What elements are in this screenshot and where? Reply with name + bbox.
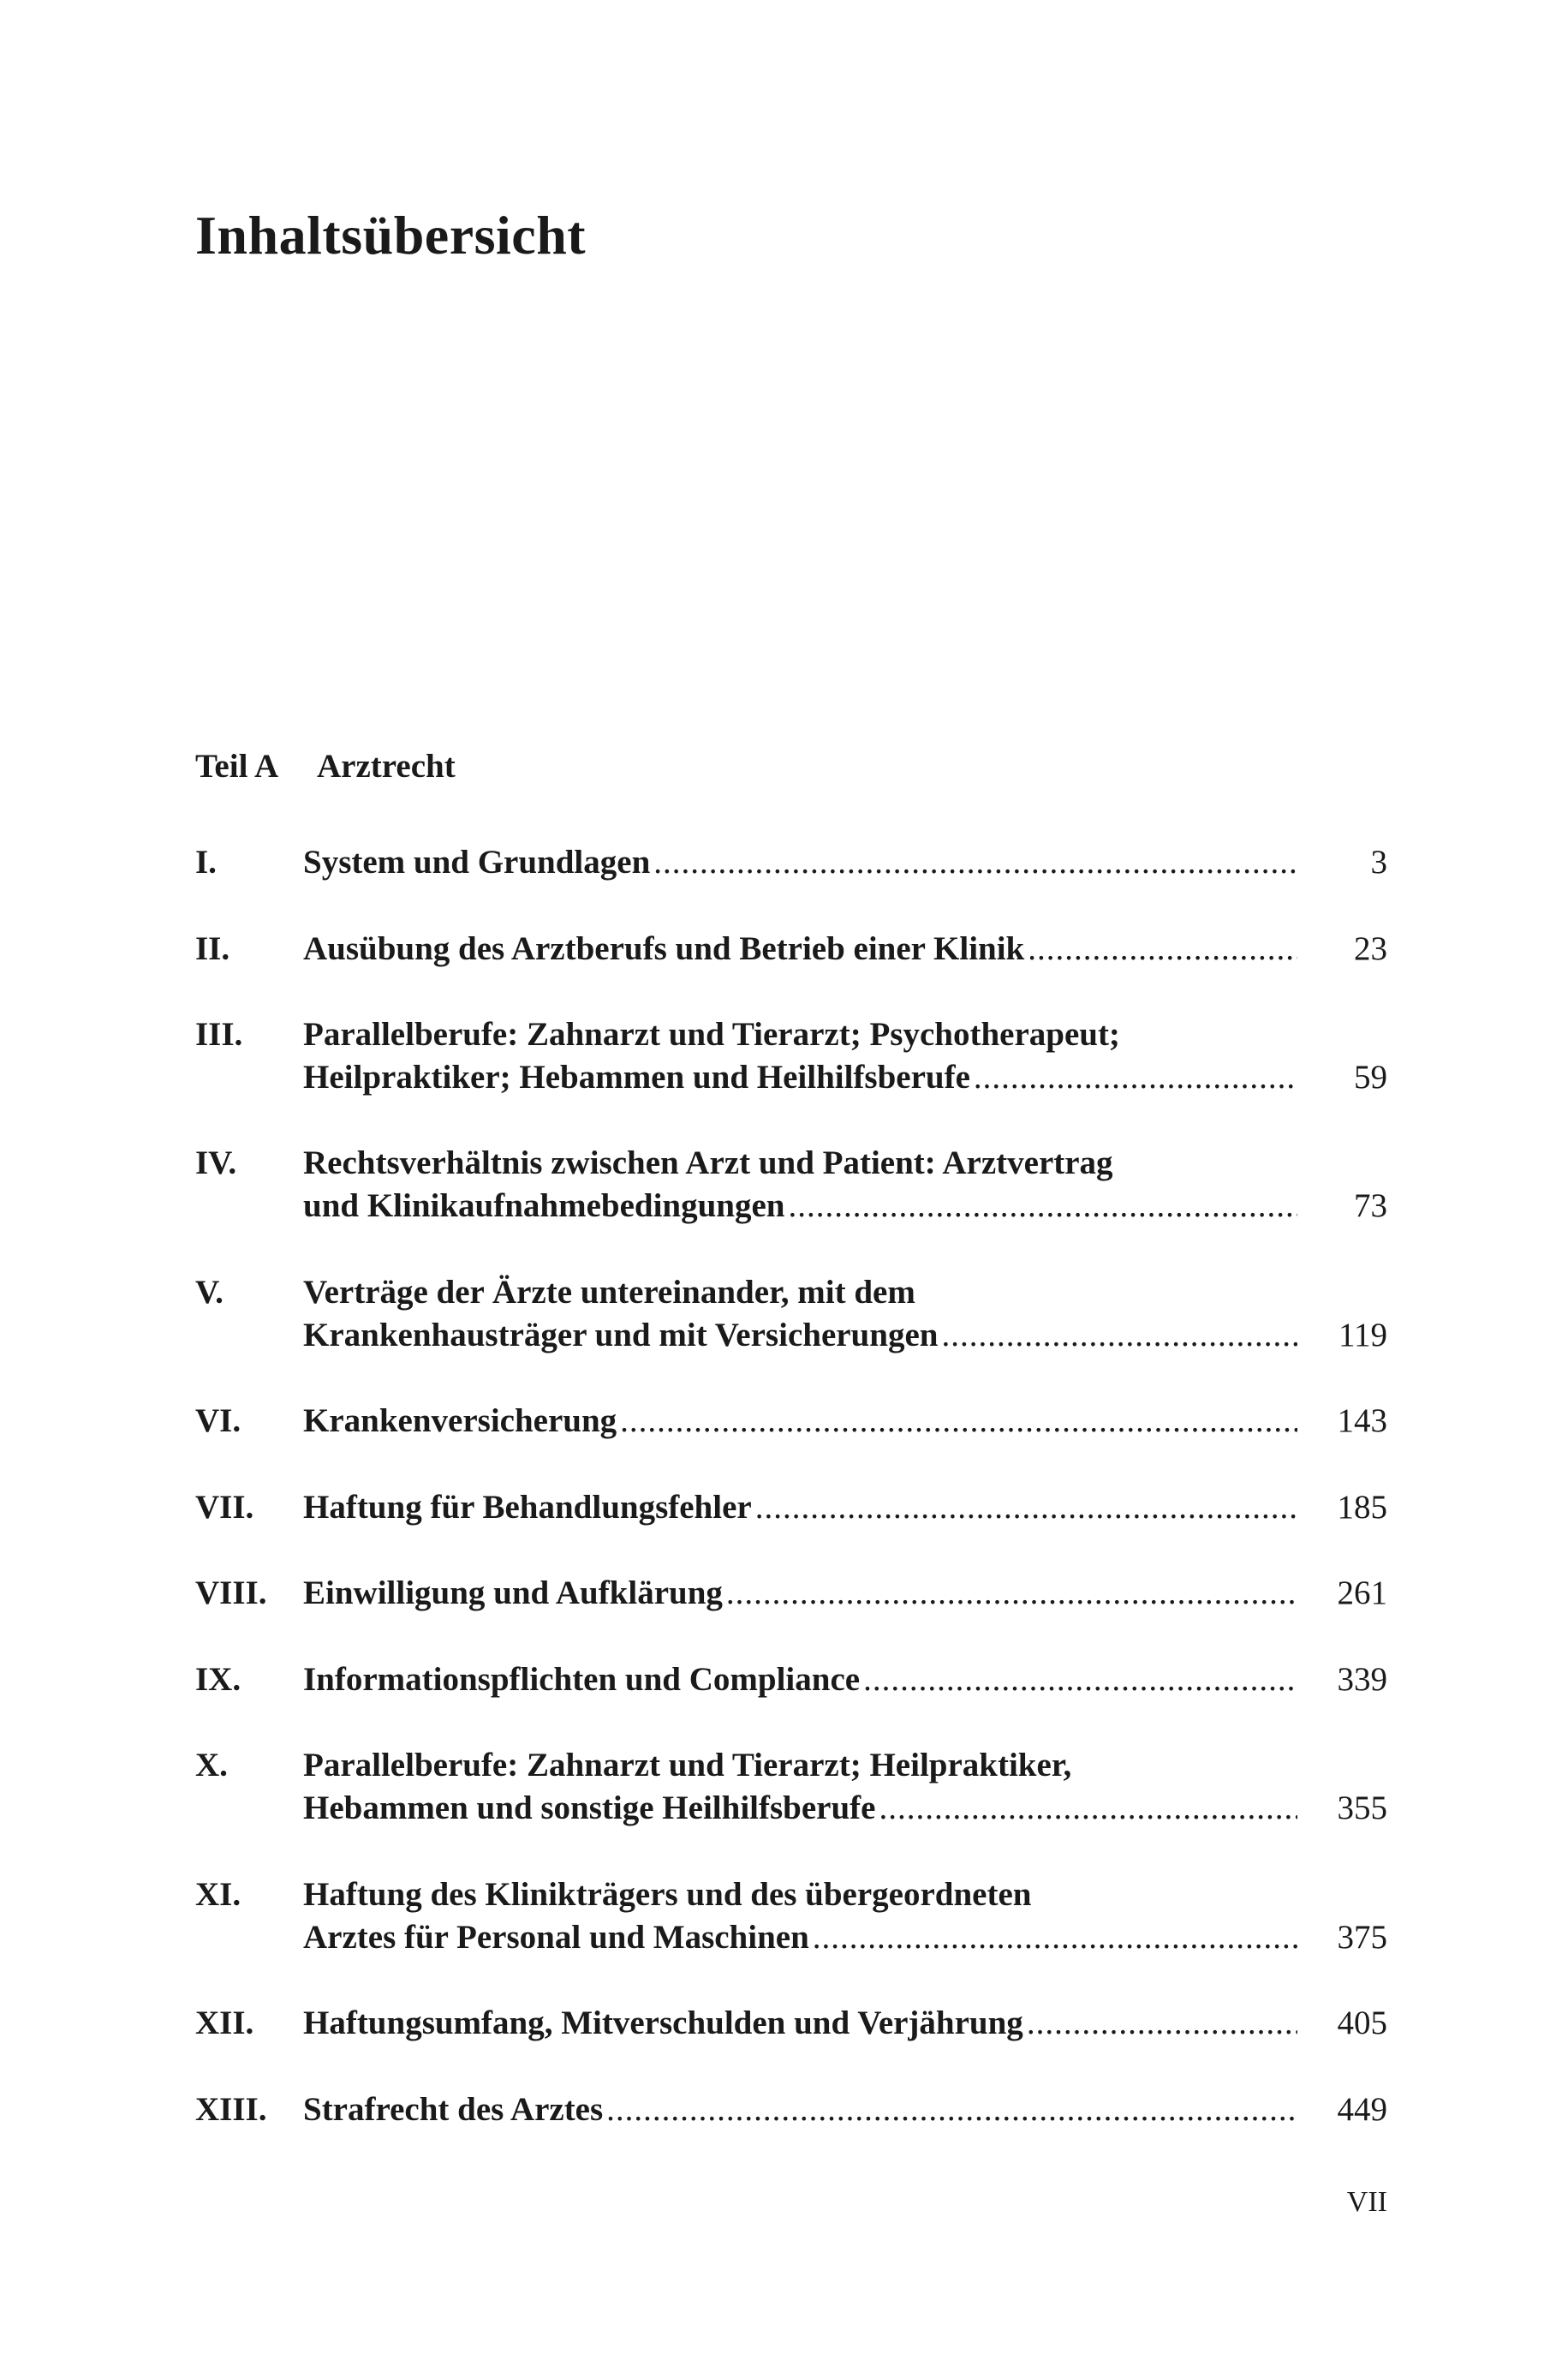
toc-entry-number: XIII. <box>195 2091 267 2128</box>
dot-leader <box>863 1658 1297 1701</box>
toc-entry-title-line: Haftungsumfang, Mitverschulden und Verjährung <box>303 2005 1023 2041</box>
toc-entry-page: 185 <box>1337 1489 1387 1526</box>
dot-leader <box>789 1185 1298 1228</box>
toc-entry-page: 261 <box>1337 1574 1387 1611</box>
part-heading <box>195 747 456 786</box>
toc-entry-title <box>303 841 1297 884</box>
toc-entry <box>195 1142 1387 1228</box>
toc-entry-title <box>303 1486 1297 1529</box>
toc-entry-title-line: Heilpraktiker; Hebammen und Heilhilfsberufe <box>303 1059 970 1096</box>
toc-entry-page: 449 <box>1337 2091 1387 2128</box>
toc-entry-number: XI. <box>195 1876 241 1913</box>
toc-entry-page: 355 <box>1337 1789 1387 1826</box>
toc-entry-number: VI. <box>195 1402 241 1439</box>
toc-entry-page: 59 <box>1354 1059 1387 1096</box>
toc-entry-title <box>303 2002 1297 2045</box>
toc-entry <box>195 1271 1387 1357</box>
dot-leader <box>606 2088 1297 2131</box>
toc-entry-title <box>303 1271 1297 1357</box>
toc-entry-title <box>303 1873 1297 1959</box>
dot-leader <box>813 1916 1297 1959</box>
toc-entry-page: 23 <box>1354 930 1387 967</box>
toc-entry-page: 73 <box>1354 1187 1387 1224</box>
toc-entry-page: 405 <box>1337 2005 1387 2041</box>
page-number: VII <box>1346 2186 1387 2218</box>
toc-entry <box>195 1486 1387 1529</box>
toc-entry-title-line: Parallelberufe: Zahnarzt und Tierarzt; Heilpraktiker, <box>303 1747 1072 1784</box>
toc-entry <box>195 1744 1387 1830</box>
toc-entry-title-line: Haftung für Behandlungsfehler <box>303 1489 752 1526</box>
toc-entry-number: IX. <box>195 1661 241 1698</box>
toc-entry-title-line: Ausübung des Arztberufs und Betrieb einer Klinik <box>303 930 1025 967</box>
dot-leader <box>726 1572 1297 1615</box>
toc-entry <box>195 2002 1387 2045</box>
toc-entry-title <box>303 1400 1297 1443</box>
dot-leader <box>1028 928 1297 971</box>
toc-entry-title <box>303 1013 1297 1099</box>
dot-leader <box>1027 2002 1297 2045</box>
toc-entry-title-line: Rechtsverhältnis zwischen Arzt und Patient: Arztvertrag <box>303 1144 1113 1181</box>
page-title: Inhaltsübersicht <box>195 205 587 266</box>
toc-entry-number: III. <box>195 1016 243 1053</box>
toc-entry-page: 3 <box>1370 844 1387 881</box>
toc-entry-title <box>303 2088 1297 2131</box>
toc-entry-title <box>303 1744 1297 1830</box>
toc-entry-number: IV. <box>195 1144 237 1181</box>
toc-entry-number: VII. <box>195 1489 254 1526</box>
toc-entry-page: 375 <box>1337 1919 1387 1956</box>
dot-leader <box>755 1486 1297 1529</box>
toc-entry-title-line: Hebammen und sonstige Heilhilfsberufe <box>303 1789 876 1826</box>
dot-leader <box>620 1400 1297 1443</box>
toc-entry-title-line: Einwilligung und Aufklärung <box>303 1574 723 1611</box>
toc-entry <box>195 1873 1387 1959</box>
toc-entry-title-line: Haftung des Klinikträgers und des übergeordneten <box>303 1876 1032 1913</box>
toc-entry-page: 119 <box>1338 1317 1387 1353</box>
toc-entry-page: 339 <box>1337 1661 1387 1698</box>
toc-entry <box>195 2088 1387 2131</box>
dot-leader <box>974 1056 1297 1099</box>
toc-entry-title-line: Strafrecht des Arztes <box>303 2091 604 2128</box>
toc-entry-title-line: und Klinikaufnahmebedingungen <box>303 1187 785 1224</box>
toc-entry-number: X. <box>195 1747 228 1784</box>
toc-entry-title <box>303 1658 1297 1701</box>
toc-entry-number: VIII. <box>195 1574 267 1611</box>
toc-entry <box>195 1572 1387 1615</box>
toc-entry-title <box>303 1572 1297 1615</box>
toc-entry-number: V. <box>195 1274 224 1311</box>
toc-entry-title-line: Informationspflichten und Compliance <box>303 1661 861 1698</box>
toc-entry-title-line: Krankenhausträger und mit Versicherungen <box>303 1317 939 1353</box>
part-label: Teil A <box>195 748 279 785</box>
toc-entry-title-line: Verträge der Ärzte untereinander, mit dem <box>303 1274 915 1311</box>
toc-entry <box>195 1400 1387 1443</box>
dot-leader <box>941 1314 1297 1357</box>
toc-entry-title-line: Arztes für Personal und Maschinen <box>303 1919 809 1956</box>
dot-leader <box>879 1787 1297 1830</box>
toc-entry-page: 143 <box>1337 1402 1387 1439</box>
toc-entry <box>195 1658 1387 1701</box>
toc-entry-title <box>303 928 1297 971</box>
toc-entry <box>195 1013 1387 1099</box>
toc-entry-number: XII. <box>195 2005 254 2041</box>
dot-leader <box>653 841 1297 884</box>
part-title: Arztrecht <box>317 748 456 785</box>
toc-entry-title-line: Parallelberufe: Zahnarzt und Tierarzt; Psychotherapeut; <box>303 1016 1120 1053</box>
toc-entry <box>195 928 1387 971</box>
toc-entry-title-line: System und Grundlagen <box>303 844 651 881</box>
toc-entry-title <box>303 1142 1297 1228</box>
toc-entry-title-line: Krankenversicherung <box>303 1402 617 1439</box>
toc-entry <box>195 841 1387 884</box>
toc-entry-number: I. <box>195 844 217 881</box>
toc-entry-number: II. <box>195 930 230 967</box>
